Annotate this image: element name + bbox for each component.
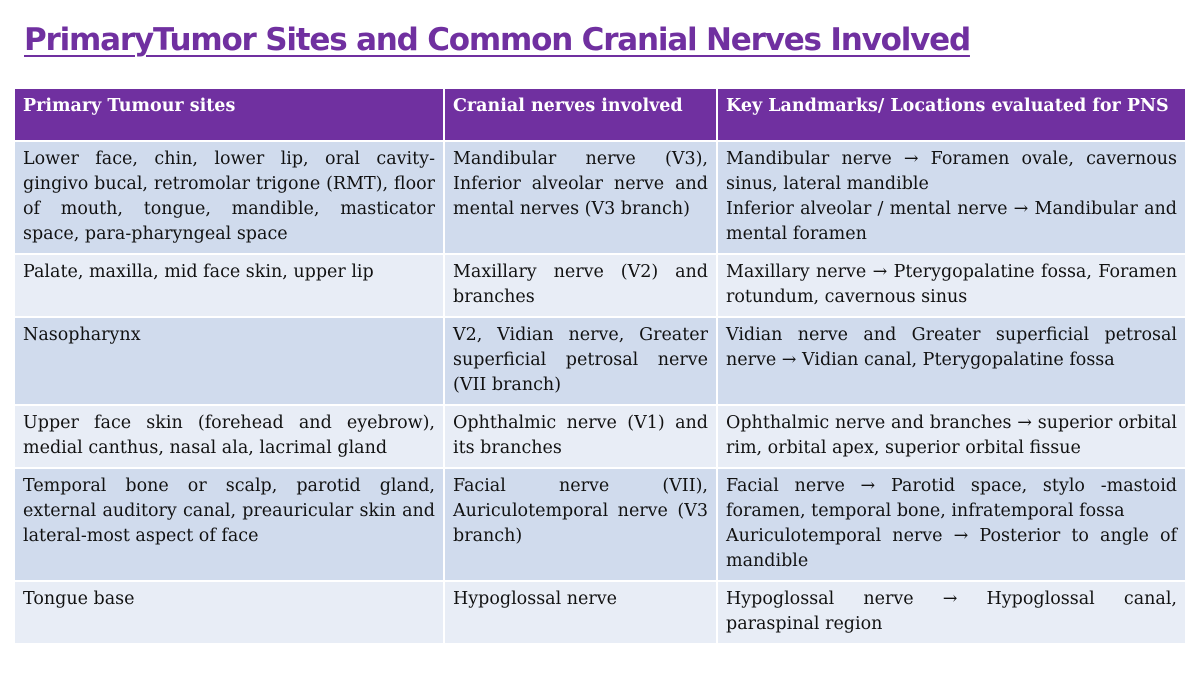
cell-nerves: Hypoglossal nerve [444,581,717,643]
header-row [15,89,1185,141]
header-key-landmarks: Key Landmarks/ Locations evaluated for PNS [717,89,1185,141]
landmark-line: Inferior alveolar / mental nerve → Mandibular and mental foramen [726,199,1177,244]
page-title: PrimaryTumor Sites and Common Cranial Nerves Involved [24,22,970,58]
cell-tumour-site: Palate, maxilla, mid face skin, upper lip [15,254,444,317]
table-row [15,468,1185,581]
cell-tumour-site: Lower face, chin, lower lip, oral cavity- gingivo bucal, retromolar trigone (RMT), floor of mouth, tongue, mandible, masticator space, para-pharyngeal space [15,141,444,254]
table-row [15,254,1185,317]
table-row [15,317,1185,405]
landmark-line: Ophthalmic nerve and branches → superior orbital rim, orbital apex, superior orbital fissue [726,413,1177,458]
cell-landmarks [717,405,1185,468]
landmark-line: Maxillary nerve → Pterygopalatine fossa, Foramen rotundum, cavernous sinus [726,262,1177,307]
landmark-line: Facial nerve → Parotid space, stylo -mastoid foramen, temporal bone, infratemporal fossa [726,476,1177,521]
cell-tumour-site: Upper face skin (forehead and eyebrow), medial canthus, nasal ala, lacrimal gland [15,405,444,468]
cell-nerves: V2, Vidian nerve, Greater superficial petrosal nerve (VII branch) [444,317,717,405]
cell-landmarks [717,141,1185,254]
cell-tumour-site: Tongue base [15,581,444,643]
landmark-line: Hypoglossal nerve → Hypoglossal canal, paraspinal region [726,589,1177,634]
cell-nerves: Mandibular nerve (V3), Inferior alveolar nerve and mental nerves (V3 branch) [444,141,717,254]
header-cranial-nerves: Cranial nerves involved [444,89,717,141]
cell-tumour-site: Temporal bone or scalp, parotid gland, external auditory canal, preauricular skin and lateral-most aspect of face [15,468,444,581]
nerves-table [15,89,1185,643]
cell-landmarks [717,254,1185,317]
landmark-line: Auriculotemporal nerve → Posterior to angle of mandible [726,526,1177,571]
table-row [15,405,1185,468]
header-primary-sites: Primary Tumour sites [15,89,444,141]
cell-landmarks [717,317,1185,405]
landmark-line: Vidian nerve and Greater superficial petrosal nerve → Vidian canal, Pterygopalatine fossa [726,325,1177,370]
table-body [15,141,1185,643]
cell-nerves: Facial nerve (VII), Auriculotemporal nerve (V3 branch) [444,468,717,581]
cell-nerves: Ophthalmic nerve (V1) and its branches [444,405,717,468]
table-row [15,581,1185,643]
cell-tumour-site: Nasopharynx [15,317,444,405]
cell-landmarks [717,468,1185,581]
cell-nerves: Maxillary nerve (V2) and branches [444,254,717,317]
cell-landmarks [717,581,1185,643]
landmark-line: Mandibular nerve → Foramen ovale, cavernous sinus, lateral mandible [726,149,1177,194]
table-header [15,89,1185,141]
table-row [15,141,1185,254]
